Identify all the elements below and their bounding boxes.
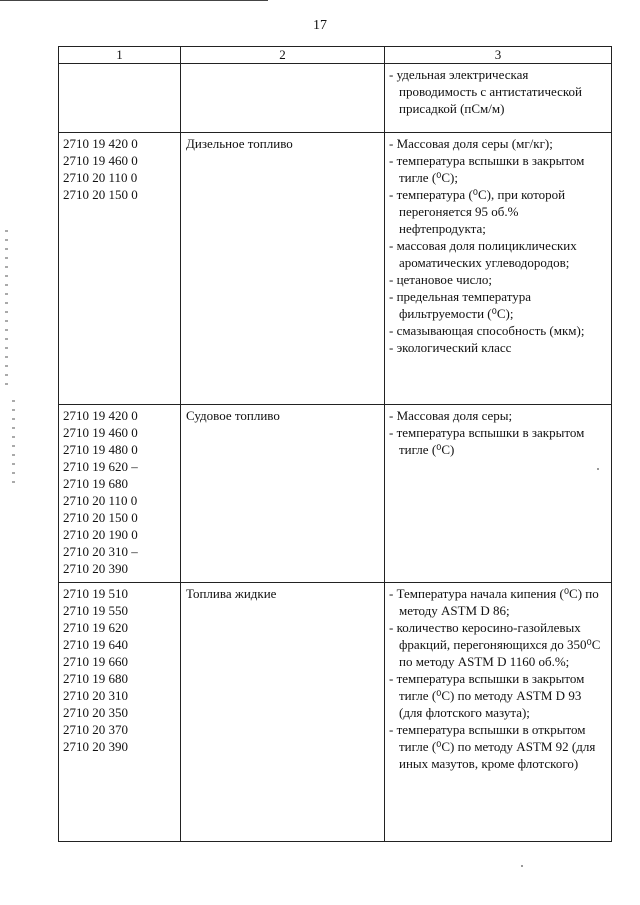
- tn-ved-code: 2710 20 310 –: [63, 544, 138, 559]
- property-item: - Массовая доля серы (мг/кг);: [389, 136, 553, 151]
- property-item: - цетановое число;: [389, 272, 492, 287]
- tn-ved-code: 2710 19 550: [63, 603, 128, 618]
- property-item: - экологический класс: [389, 340, 512, 355]
- properties-cell: [385, 583, 612, 842]
- property-item: - смазывающая способность (мкм);: [389, 323, 585, 338]
- product-name: Топлива жидкие: [186, 586, 277, 601]
- scan-margin-marks: [5, 230, 8, 390]
- scan-speck: [521, 865, 523, 867]
- tn-ved-code: 2710 19 680: [63, 671, 128, 686]
- table-row: [59, 583, 612, 842]
- table-body: [59, 64, 612, 842]
- product-name: Судовое топливо: [186, 408, 280, 423]
- tn-ved-code: 2710 19 620: [63, 620, 128, 635]
- property-item: - количество керосино-газойлевых фракций, перегоняющихся до 350⁰C по методу ASTM D 1160 об.%;: [389, 620, 601, 669]
- top-border-line: [0, 0, 268, 1]
- tn-ved-code: 2710 20 110 0: [63, 493, 138, 508]
- tn-ved-code: 2710 19 660: [63, 654, 128, 669]
- property-item: - Массовая доля серы;: [389, 408, 513, 423]
- column-header-3: 3: [385, 47, 612, 64]
- properties-cell: [385, 133, 612, 405]
- properties-cell: [385, 64, 612, 133]
- tn-ved-code: 2710 19 460 0: [63, 425, 138, 440]
- tn-ved-code: 2710 20 190 0: [63, 527, 138, 542]
- scan-margin-marks: [12, 400, 15, 490]
- property-item: - температура вспышки в закрытом тигле (⁰C);: [389, 153, 585, 185]
- property-item: - температура вспышки в закрытом тигле (⁰C) по методу ASTM D 93 (для флотского мазута);: [389, 671, 585, 720]
- tn-ved-code: 2710 20 310: [63, 688, 128, 703]
- table-header-row: [59, 47, 612, 64]
- fuel-properties-table: [58, 46, 612, 842]
- tn-ved-code: 2710 20 150 0: [63, 187, 138, 202]
- property-item: - температура (⁰C), при которой перегоняется 95 об.% нефтепродукта;: [389, 187, 566, 236]
- tn-ved-code: 2710 19 420 0: [63, 408, 138, 423]
- table-row: [59, 133, 612, 405]
- tn-ved-code: 2710 19 510: [63, 586, 128, 601]
- tn-ved-code: 2710 20 390: [63, 561, 128, 576]
- column-header-2: 2: [181, 47, 385, 64]
- tn-ved-code: 2710 19 420 0: [63, 136, 138, 151]
- tn-ved-code: 2710 20 370: [63, 722, 128, 737]
- product-name-cell: [181, 583, 385, 842]
- table-row: [59, 64, 612, 133]
- column-header-1: 1: [59, 47, 181, 64]
- table-row: [59, 405, 612, 583]
- property-item: - температура вспышки в открытом тигле (⁰C) по методу ASTM 92 (для иных мазутов, кроме флотского): [389, 722, 596, 771]
- tn-ved-code: 2710 20 150 0: [63, 510, 138, 525]
- tn-ved-code: 2710 20 390: [63, 739, 128, 754]
- code-cell: [59, 583, 181, 842]
- property-item: - Температура начала кипения (⁰C) по методу ASTM D 86;: [389, 586, 599, 618]
- code-cell: [59, 405, 181, 583]
- tn-ved-code: 2710 20 110 0: [63, 170, 138, 185]
- tn-ved-code: 2710 19 480 0: [63, 442, 138, 457]
- code-cell: [59, 133, 181, 405]
- product-name-cell: [181, 64, 385, 133]
- product-name: Дизельное топливо: [186, 136, 293, 151]
- property-item: - температура вспышки в закрытом тигле (⁰C): [389, 425, 585, 457]
- property-item: - предельная температура фильтруемости (⁰C);: [389, 289, 532, 321]
- property-item: - удельная электрическая проводимость с антистатической присадкой (пСм/м): [389, 67, 582, 116]
- tn-ved-code: 2710 19 680: [63, 476, 128, 491]
- product-name-cell: [181, 133, 385, 405]
- tn-ved-code: 2710 19 620 –: [63, 459, 138, 474]
- tn-ved-code: 2710 19 640: [63, 637, 128, 652]
- page-number: 17: [313, 18, 327, 33]
- properties-cell: [385, 405, 612, 583]
- code-cell: [59, 64, 181, 133]
- tn-ved-code: 2710 20 350: [63, 705, 128, 720]
- product-name-cell: [181, 405, 385, 583]
- tn-ved-code: 2710 19 460 0: [63, 153, 138, 168]
- property-item: - массовая доля полициклических ароматических углеводородов;: [389, 238, 577, 270]
